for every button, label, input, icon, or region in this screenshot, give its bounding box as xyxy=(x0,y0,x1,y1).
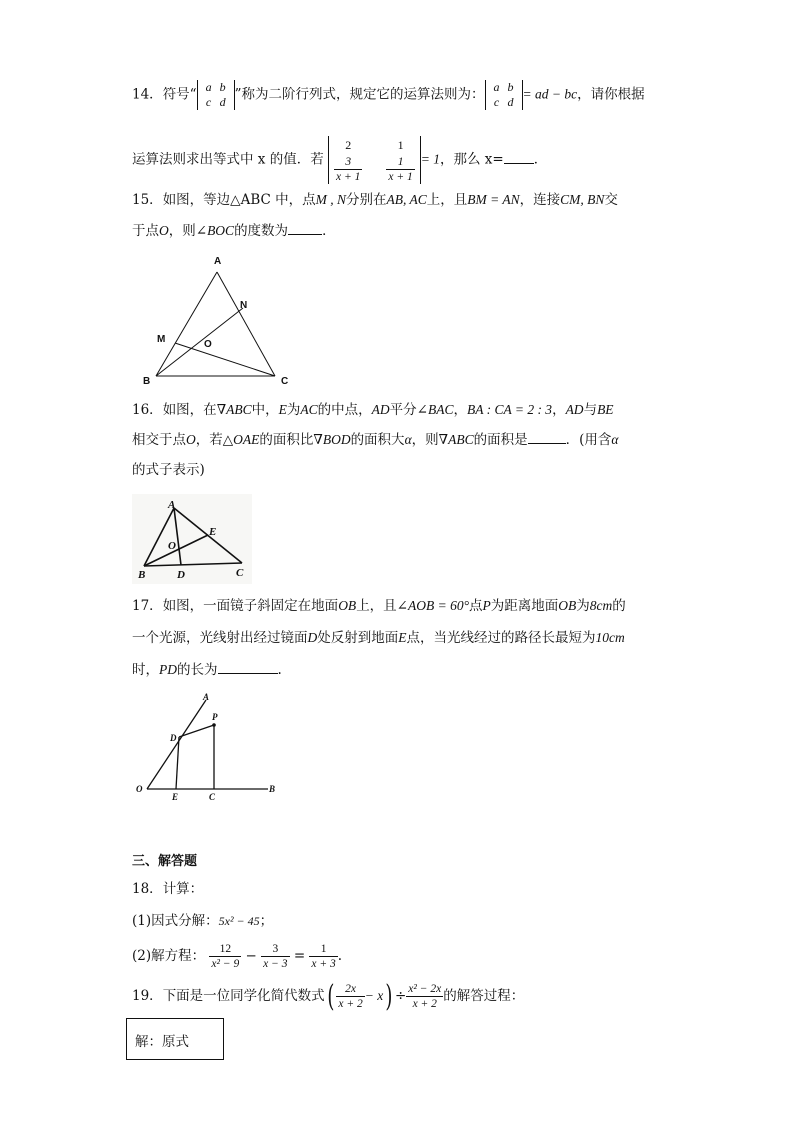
q17-label-e: E xyxy=(172,792,179,802)
q15-line1: 15．如图，等边△ABC 中，点M , N分别在AB, AC上，且BM = AN，连接CM, BN交 xyxy=(132,192,618,208)
q14-equation-det: 2 1 $\frac{3}{x + 1}$ $\frac{1}{x + 1}$ xyxy=(328,136,421,184)
q18-part2: (2)解方程： $\frac{12}{\text{x² − 9}}$ − $\frac{3}{x - 3}$ = $\frac{1}{x + 3}$ . xyxy=(132,943,343,970)
section-heading: 三、解答题 xyxy=(132,854,198,869)
q19-line1: 19．下面是一位同学化简代数式( $\frac{2x}{x + 2}$ − x) ÷ $\frac{\text{x² − 2x}}{x + 2}$ 的解答过程： xyxy=(132,978,525,1014)
q19-frac-b: $\frac{\text{x² − 2x}}{x + 2}$ xyxy=(408,983,442,1010)
q14-text2: 运算法则求出等式中 x 的值．若 xyxy=(132,151,324,168)
q16-answer-blank[interactable] xyxy=(528,430,566,444)
q15-label-c: C xyxy=(281,376,289,387)
q15-label-o: O xyxy=(204,339,212,350)
q17-label-d: D xyxy=(170,733,177,743)
q14-rule-det: a b c d xyxy=(485,80,523,110)
q19-frac-a: $\frac{2x}{x + 2}$ xyxy=(338,983,363,1010)
q14-line1: 14．符号“ a b c d ”称为二阶行列式，规定它的运算法则为： a b c d = ad − bc，请你根据 xyxy=(132,80,645,109)
q18-number: 18． xyxy=(132,881,163,897)
q16-label-a: A xyxy=(168,499,176,511)
q15-label-n: N xyxy=(240,300,248,311)
q19-number: 19． xyxy=(132,988,163,1004)
q17-label-b: B xyxy=(269,784,276,794)
q16-triangle-figure xyxy=(132,494,252,584)
q19-answer-box xyxy=(126,1018,224,1060)
q17-label-p: P xyxy=(212,712,218,722)
q15-line2: 于点O，则∠BOC的度数为 ． xyxy=(132,223,336,239)
q17-line1: 17．如图，一面镜子斜固定在地面OB上，且∠AOB = 60°点P为距离地面OB为8cm的 xyxy=(132,598,626,614)
q16-label-o: O xyxy=(168,540,176,552)
q18-part1: (1)因式分解：5x² − 45； xyxy=(132,913,274,929)
q17-mirror-figure xyxy=(128,688,288,803)
q18-frac3: $\frac{1}{x + 3}$ xyxy=(311,943,336,970)
q17-line3: 时，PD的长为 . xyxy=(132,662,282,678)
q18-frac1: $\frac{12}{\text{x² − 9}}$ xyxy=(211,943,240,970)
q14-eq: = 1 xyxy=(420,151,440,167)
q16-number: 16． xyxy=(132,402,163,418)
q15-label-a: A xyxy=(214,256,222,267)
q15-side-ab xyxy=(156,272,217,376)
q14-text: 符号“ xyxy=(162,86,197,103)
q17-label-c: C xyxy=(209,792,216,802)
q16-label-e: E xyxy=(209,526,217,538)
q17-label-o: O xyxy=(136,784,143,794)
q15-label-b: B xyxy=(143,376,151,387)
q15-answer-blank[interactable] xyxy=(288,221,322,235)
q15-line-bn xyxy=(156,308,243,376)
q15-side-ac xyxy=(217,272,275,376)
q17-answer-blank[interactable] xyxy=(218,660,278,674)
q16-line3: 的式子表示) xyxy=(132,462,205,478)
q15-triangle-figure xyxy=(138,252,298,387)
q14-symbol-det: a b c d xyxy=(197,80,235,110)
q14-number: 14． xyxy=(132,86,163,103)
q15-label-m: M xyxy=(157,334,166,345)
q17-number: 17． xyxy=(132,598,163,614)
q17-ray-pd xyxy=(179,725,214,737)
q16-label-d: D xyxy=(177,569,185,581)
q15-number: 15． xyxy=(132,192,163,208)
q17-label-a: A xyxy=(203,692,210,702)
q14-line2: 运算法则求出等式中 x 的值．若 2 1 $\frac{3}{x + 1}$ $\frac{1}{x + 1}$ = 1，那么 x= ． xyxy=(132,138,548,183)
q16-label-b: B xyxy=(138,569,146,581)
q15-line-cm xyxy=(175,343,275,376)
q17-point-p xyxy=(212,723,216,727)
q19-box-text: 解：原式 xyxy=(135,1034,189,1050)
q17-line2: 一个光源，光线射出经过镜面D处反射到地面E点，当光线经过的路径长最短为10cm xyxy=(132,630,625,646)
q16-line2: 相交于点O，若△OAE的面积比∇BOD的面积大α，则∇ABC的面积是 ．(用含α xyxy=(132,432,619,448)
q18-frac2: $\frac{3}{x - 3}$ xyxy=(263,943,288,970)
q16-line1: 16．如图，在∇ABC中，E为AC的中点，AD平分∠BAC，BA : CA = 2 : 3，AD与BE xyxy=(132,402,614,418)
q16-label-c: C xyxy=(236,567,244,579)
q14-answer-blank[interactable] xyxy=(504,150,534,164)
q14-rule-rhs: = ad − bc xyxy=(522,86,578,102)
q18-title: 18．计算： xyxy=(132,881,204,897)
